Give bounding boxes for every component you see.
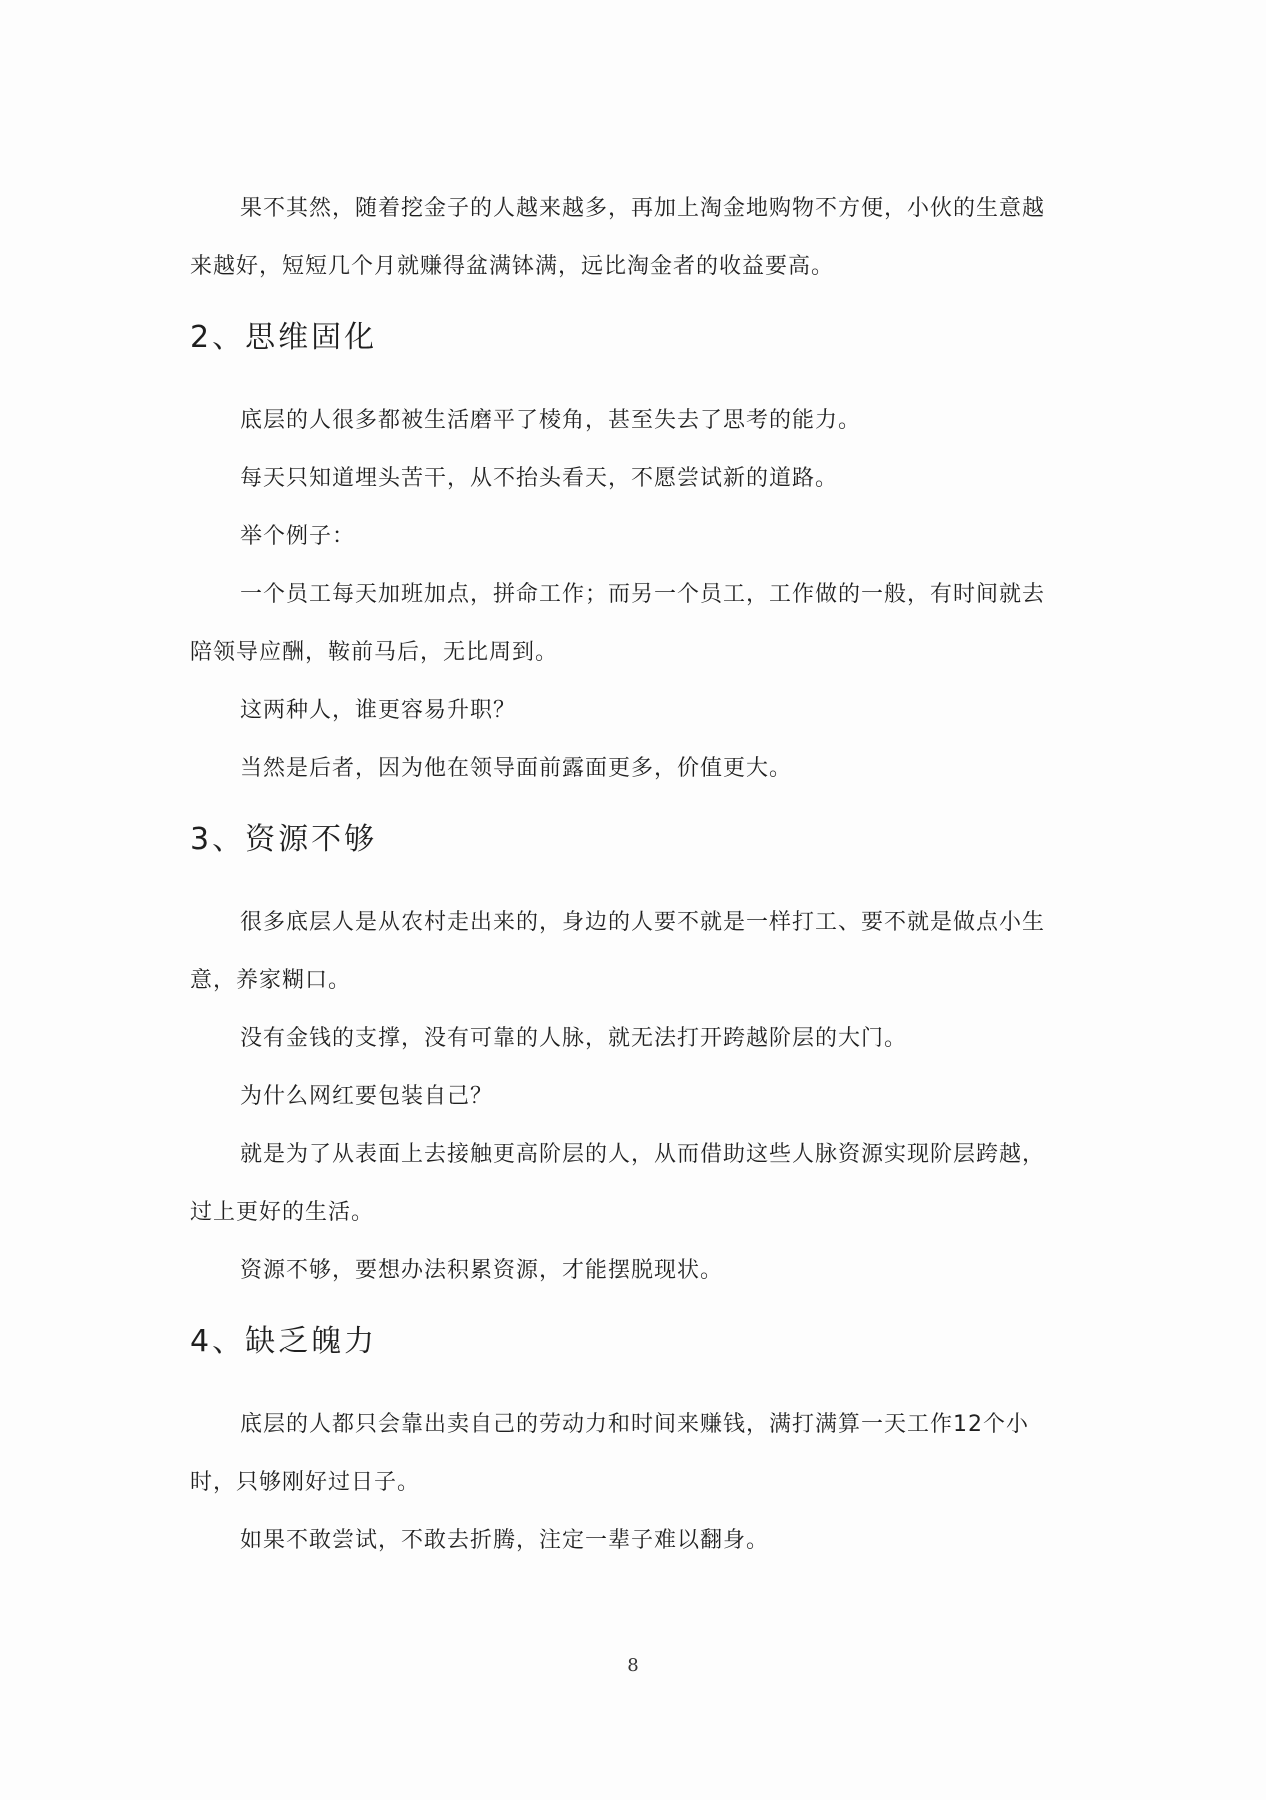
section-heading-2: 2、思维固化 — [190, 320, 378, 355]
section-heading-4: 4、缺乏魄力 — [190, 1324, 378, 1359]
section2-paragraph-4: 一个员工每天加班加点，拼命工作；而另一个员工，工作做的一般，有时间就去陪领导应酬，鞍前马后，无比周到。 — [190, 582, 1046, 665]
section2-paragraph-5: 这两种人，谁更容易升职？ — [240, 698, 517, 723]
intro-paragraph: 果不其然，随着挖金子的人越来越多，再加上淘金地购物不方便，小伙的生意越来越好，短短几个月就赚得盆满钵满，远比淘金者的收益要高。 — [190, 196, 1046, 279]
section-heading-3: 3、资源不够 — [190, 822, 378, 857]
section4-paragraph-2: 如果不敢尝试，不敢去折腾，注定一辈子难以翻身。 — [240, 1528, 770, 1553]
section2-paragraph-3: 举个例子： — [240, 524, 356, 549]
section2-paragraph-6: 当然是后者，因为他在领导面前露面更多，价值更大。 — [240, 756, 793, 781]
section2-paragraph-1: 底层的人很多都被生活磨平了棱角，甚至失去了思考的能力。 — [240, 408, 862, 433]
page-content — [190, 180, 1060, 1570]
section3-paragraph-1: 很多底层人是从农村走出来的，身边的人要不就是一样打工、要不就是做点小生意，养家糊口。 — [190, 910, 1046, 993]
section2-paragraph-2: 每天只知道埋头苦干，从不抬头看天，不愿尝试新的道路。 — [240, 466, 839, 491]
section3-paragraph-2: 没有金钱的支撑，没有可靠的人脉，就无法打开跨越阶层的大门。 — [240, 1026, 908, 1051]
section3-paragraph-5: 资源不够，要想办法积累资源，才能摆脱现状。 — [240, 1258, 724, 1283]
section3-paragraph-3: 为什么网红要包装自己？ — [240, 1084, 494, 1109]
section3-paragraph-4: 就是为了从表面上去接触更高阶层的人，从而借助这些人脉资源实现阶层跨越，过上更好的生活。 — [190, 1142, 1046, 1225]
page-number: 8 — [627, 1655, 639, 1676]
section4-paragraph-1: 底层的人都只会靠出卖自己的劳动力和时间来赚钱，满打满算一天工作12个小时，只够刚好过日子。 — [190, 1412, 1029, 1495]
